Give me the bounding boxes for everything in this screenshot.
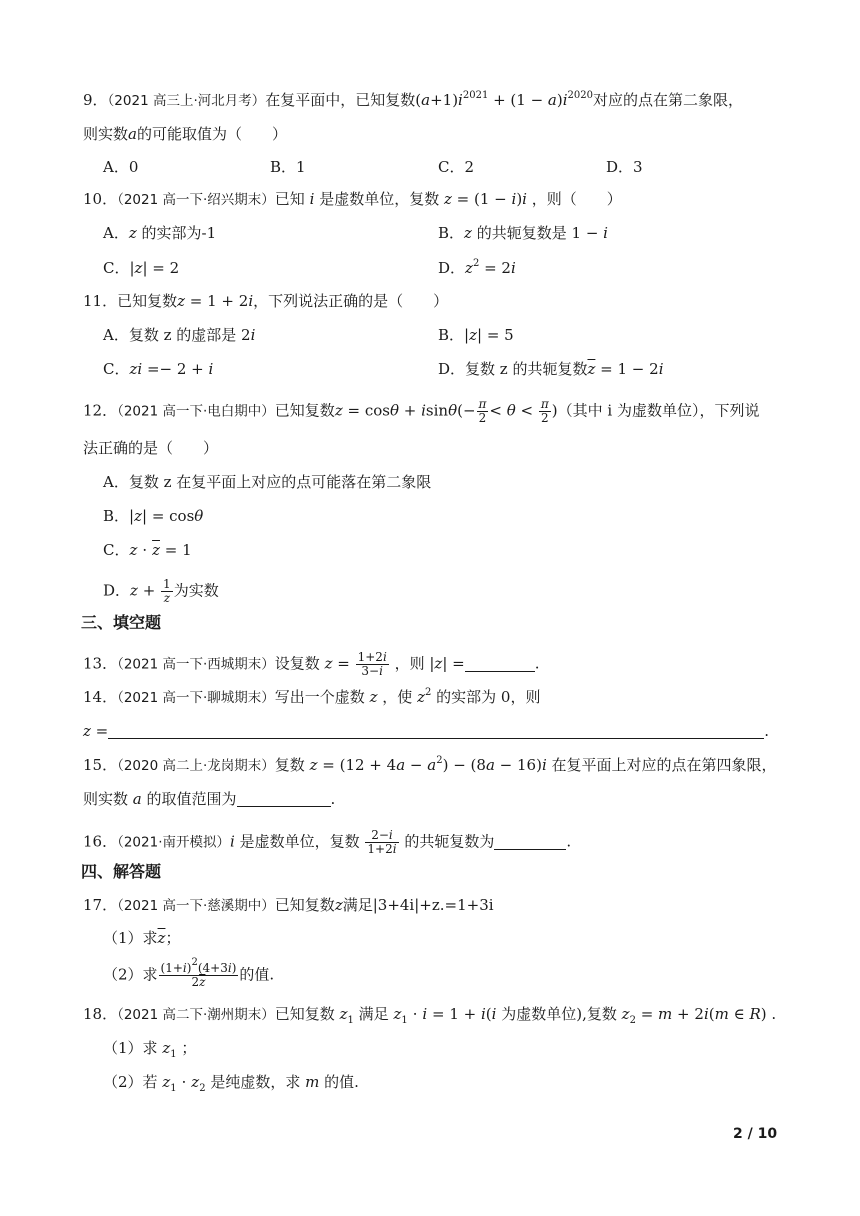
option-b: B．1: [270, 158, 306, 176]
question-12-line-1: 12．（2021 高一下·电白期中）已知复数z = cosθ + isinθ(− $\frac{\pi}{2}$ < θ < $\frac{\pi}{2}$ )（其中 i 为虚数单位），下列说: [83, 397, 760, 425]
option-c: C．zi =− 2 + i: [103, 360, 214, 378]
option-a: A．z 的实部为-1: [103, 224, 217, 242]
answer-blank[interactable]: [108, 722, 764, 739]
option-c: C．|z| = 2: [103, 259, 180, 277]
question-15-line-1: 15．（2020 高二上·龙岗期末）复数 $z = (12 + 4a - a^2) - (8a - 16)i$ 在复平面上对应的点在第四象限，: [83, 755, 777, 774]
option-d: D．$z^2 = 2i$: [438, 258, 516, 277]
option-d: D．z + $\frac{1}{z}$ 为实数: [103, 577, 219, 605]
question-13-line-1: 13．（2021 高一下·西城期末）设复数 z = $\frac{1+2i}{3-i}$ ，则 |z| = .: [83, 650, 540, 678]
question-9-line-1: 9．（2021 高三上·河北月考）在复平面中，已知复数$(a+1)i^{2021} + (1 - a)i^{2020}$对应的点在第二象限，: [83, 90, 744, 109]
answer-blank[interactable]: [237, 790, 331, 807]
question-12-line-2: 法正确的是（ ）: [83, 439, 219, 457]
question-source: （2021 高三上·河北月考）: [107, 93, 266, 109]
option-c: C．$z \cdot \overline{z} = 1$: [103, 541, 192, 559]
question-18-part-1: （1）求 $z_1$ ；: [103, 1039, 197, 1060]
question-10-line-1: 10．（2021 高一下·绍兴期末）已知 i 是虚数单位，复数 z = (1 − i)i ，则（ ）: [83, 190, 622, 208]
question-17-line-1: 17．（2021 高一下·慈溪期中）已知复数z满足|3+4i|+z.=1+3i: [83, 896, 494, 914]
question-11-line-1: 11．已知复数z = 1 + 2i，下列说法正确的是（ ）: [83, 292, 449, 310]
section-heading-solve: 四、解答题: [81, 862, 162, 881]
section-heading-fill-in: 三、填空题: [81, 613, 162, 632]
question-18-part-2: （2）若 $z_1 \cdot z_2$ 是纯虚数，求 m 的值.: [103, 1073, 359, 1094]
question-15-line-2: 则实数 a 的取值范围为 .: [83, 790, 336, 808]
page-number: 2 / 10: [733, 1126, 778, 1142]
question-number: 9．: [83, 91, 108, 109]
option-a: A．复数 z 在复平面上对应的点可能落在第二象限: [103, 473, 432, 491]
option-a: A．0: [103, 158, 139, 176]
option-b: B．z 的共轭复数是 1 − i: [438, 224, 608, 242]
question-14-line-2: z = .: [83, 722, 770, 740]
question-14-line-1: 14．（2021 高一下·聊城期末）写出一个虚数 z ，使 $z^2$ 的实部为 0，则: [83, 687, 541, 706]
question-18-line-1: 18．（2021 高二下·潮州期末）已知复数 $z_1$ 满足 $z_1 \cdot i = 1 + i(i$ 为虚数单位),复数 $z_2 = m + 2i(m$ ∈ R) .: [83, 1005, 777, 1026]
option-d: D．复数 z 的共轭复数$\overline{z} = 1 - 2i$: [438, 360, 664, 378]
option-d: D．3: [606, 158, 643, 176]
option-a: A．复数 z 的虚部是 2i: [103, 326, 256, 344]
question-16-line-1: 16．（2021·南开模拟）i 是虚数单位，复数 $\frac{2-i}{1+2i}$ 的共轭复数为 .: [83, 828, 572, 856]
question-17-part-1: （1）求$\overline{z}$；: [103, 929, 181, 947]
question-9-line-2: 则实数a的可能取值为（ ）: [83, 125, 287, 143]
option-b: B．|z| = cosθ: [103, 507, 204, 525]
answer-blank[interactable]: [494, 833, 566, 850]
option-b: B．|z| = 5: [438, 326, 514, 344]
answer-blank[interactable]: [465, 655, 535, 672]
question-17-part-2: （2）求 $\frac{(1+i)^2(4+3i)}{2\overline{z}}$ 的值.: [103, 957, 275, 989]
option-c: C．2: [438, 158, 475, 176]
